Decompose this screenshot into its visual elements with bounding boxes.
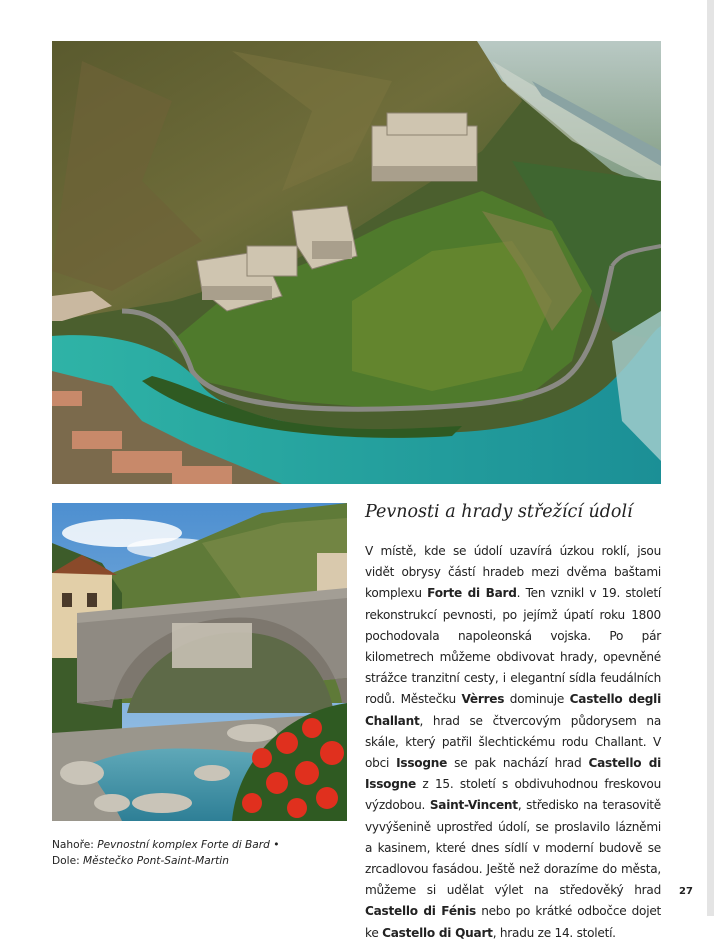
section-heading: Pevnosti a hrady střežící údolí: [365, 502, 633, 522]
photo-pont-saint-martin: [52, 503, 347, 821]
caption-top-text: Pevnostní komplex Forte di Bard: [97, 839, 270, 851]
caption-separator: •: [269, 839, 280, 851]
text-run: dominuje: [504, 692, 570, 707]
text-run: , středisko na terasovitě vyvýšenině uprostřed údolí, se proslavilo lázněmi a kasinem, které dnes sídlí v moderní budově se zrcadlovou fasádou. Ještě než dorazíme do města, můžeme si udělat výlet na středověký hrad: [365, 798, 661, 898]
place-saint-vincent: Saint-Vincent: [429, 798, 518, 813]
caption-bottom: [52, 854, 352, 870]
place-castello-quart: Castello di Quart: [382, 925, 493, 940]
caption-bottom-label: Dole:: [52, 854, 80, 867]
text-run: z 15. století s obdivuhodnou freskovou výzdobou.: [365, 777, 661, 813]
text-run: V místě, kde se údolí uzavírá úzkou roklí, jsou vidět obrysy částí hradeb mezi dvěma baštami komplexu: [365, 544, 661, 601]
text-run: , hradu ze 14. století.: [492, 925, 616, 940]
place-castello-fenis: Castello di Fénis: [365, 904, 476, 919]
photo-forte-di-bard: [52, 41, 661, 484]
article-body: [365, 541, 661, 944]
text-run: , hrad se čtvercovým půdorysem na skále, který patřil šlechtickému rodu Challant. V obci: [365, 713, 661, 771]
text-run: se pak nachází hrad: [447, 756, 589, 771]
page-edge: [707, 0, 714, 916]
caption-top-label: Nahoře:: [52, 839, 94, 851]
place-issogne: Issogne: [396, 756, 448, 771]
photo-caption: [52, 838, 352, 869]
caption-top: [52, 838, 352, 854]
page-number: 27: [679, 886, 693, 897]
place-castello-issogne: Castello di Issogne: [365, 756, 661, 792]
caption-bottom-text: Městečko Pont-Saint-Martin: [83, 854, 229, 867]
place-verres: Vèrres: [461, 692, 505, 707]
place-castello-challant: Castello degli Challant: [365, 692, 661, 728]
place-forte-di-bard: Forte di Bard: [427, 586, 517, 601]
text-run: . Ten vznikl v 19. století rekonstrukcí pevnosti, po jejímž úpatí roku 1800 pochodovala napoleonská vojska. Po pár kilometrech můžeme obdivovat hrady, opevněné strážce tranzitní cesty, i elegantní sídla feudálních rodů. Městečku: [365, 586, 661, 707]
text-run: nebo po krátké odbočce dojet ke: [365, 904, 661, 940]
